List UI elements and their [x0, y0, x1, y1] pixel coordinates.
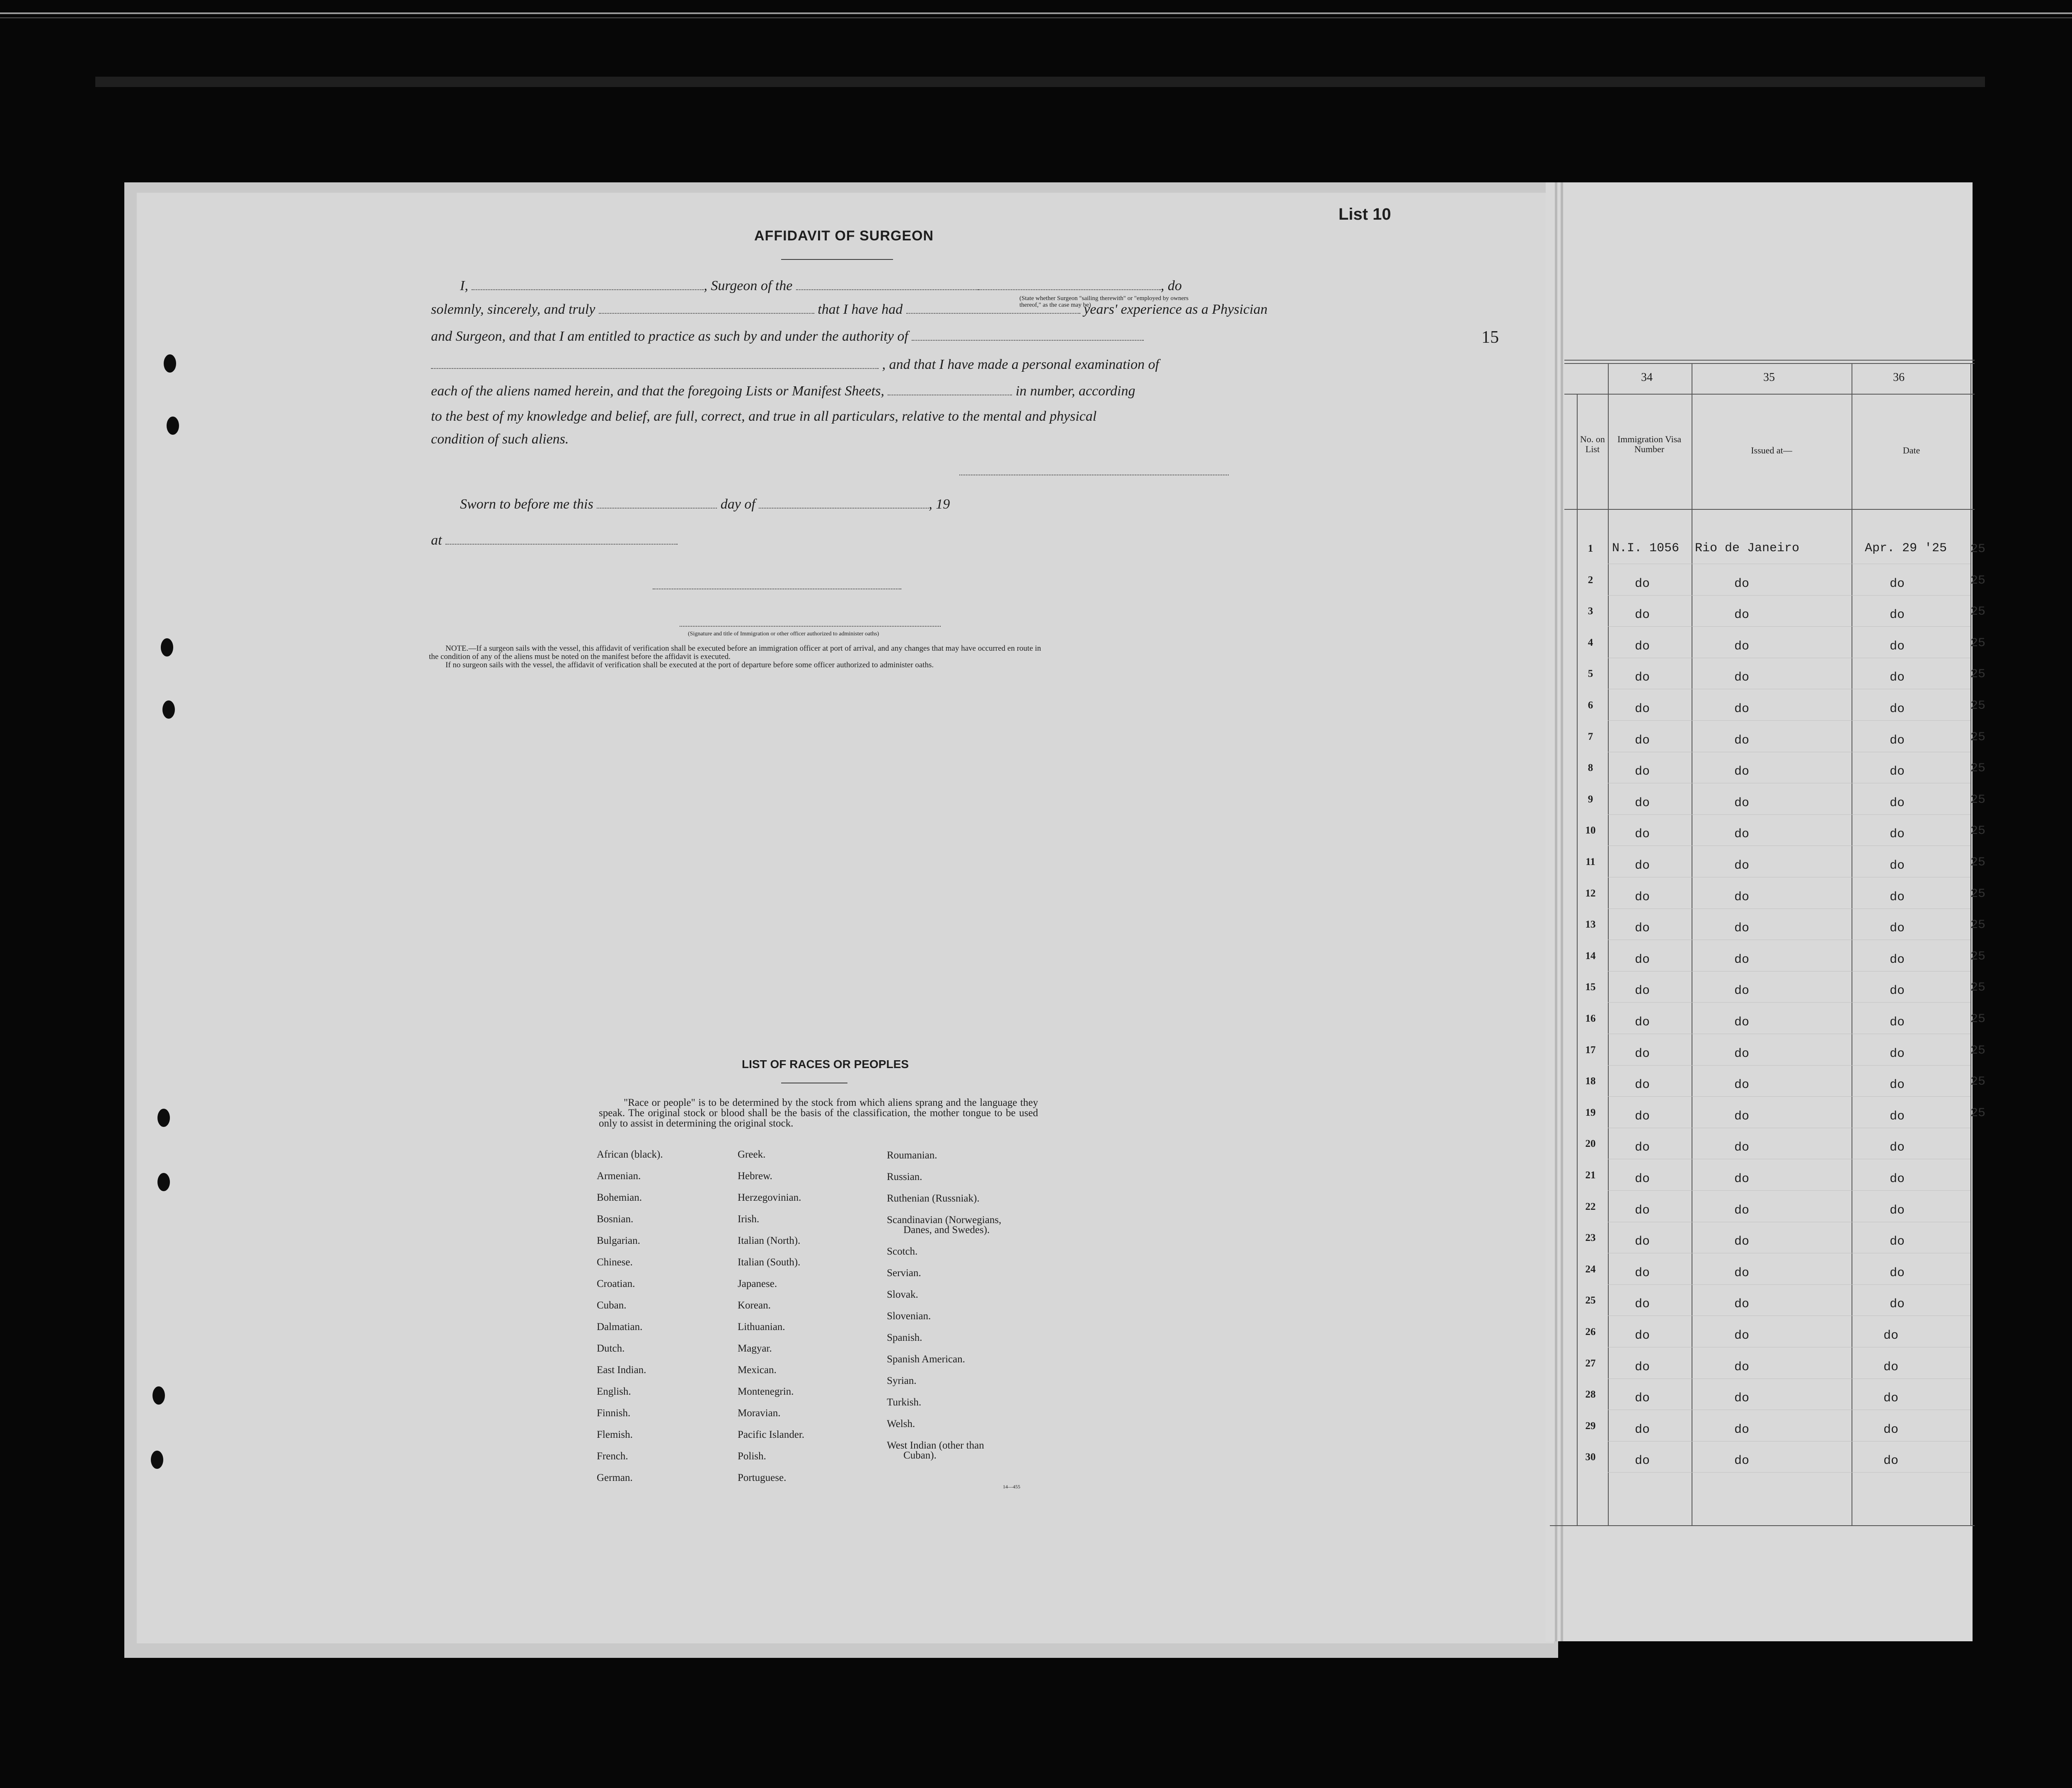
race-entry: Lithuanian.: [738, 1321, 785, 1333]
visa-number-cell: N.I. 1056: [1612, 541, 1680, 555]
table-row-rule: [1608, 720, 1970, 721]
table-row-rule: [1608, 1065, 1970, 1066]
race-entry: West Indian (other than: [887, 1440, 984, 1451]
affidavit-line-6: to the best of my knowledge and belief, are full, correct, and true in all particulars, relative to the mental and physical: [431, 409, 1097, 424]
date-cell: do: [1883, 1329, 1899, 1343]
clipped-year-cell: 25: [1970, 1043, 1986, 1058]
col-number-34: 34: [1641, 371, 1653, 384]
punch-hole: [157, 1109, 170, 1127]
issued-at-cell: do: [1734, 796, 1750, 810]
table-row-number: 3: [1588, 606, 1593, 617]
race-entry: Hebrew.: [738, 1170, 772, 1182]
punch-hole: [151, 1451, 163, 1469]
table-row-number: 21: [1585, 1170, 1596, 1181]
table-row-number: 24: [1585, 1263, 1596, 1275]
date-cell: do: [1890, 859, 1905, 873]
race-entry: Danes, and Swedes).: [903, 1224, 990, 1236]
issued-at-cell: do: [1734, 984, 1750, 998]
race-entry: Spanish American.: [887, 1354, 965, 1365]
race-entry: Slovak.: [887, 1289, 918, 1300]
table-row-number: 20: [1585, 1138, 1596, 1150]
race-entry: Moravian.: [738, 1408, 781, 1419]
date-cell: do: [1890, 765, 1905, 779]
visa-number-cell: do: [1635, 608, 1650, 623]
table-row-rule: [1608, 971, 1970, 972]
note-line-2: the condition of any of the aliens must be noted on the manifest before the affidavit is executed.: [429, 652, 731, 661]
race-entry: Syrian.: [887, 1375, 917, 1386]
note-line-3: If no surgeon sails with the vessel, the affidavit of verification shall be executed at the port of departure before some officer authorized to administer oaths.: [445, 661, 934, 669]
races-intro: "Race or people" is to be determined by the stock from which aliens sprang and the language they speak. The original stock or blood shall be the basis of the classification, the mother tongue to be used only to assist in determining the original stock.: [599, 1097, 1038, 1129]
header-issued-at: Issued at—: [1751, 445, 1792, 455]
race-entry: Dalmatian.: [597, 1321, 643, 1333]
affidavit-line-7: condition of such aliens.: [431, 431, 569, 447]
punch-hole: [167, 417, 179, 435]
table-row-number: 23: [1585, 1232, 1596, 1244]
table-row-number: 2: [1588, 574, 1593, 586]
table-row-number: 13: [1585, 919, 1596, 930]
affidavit-line-4: , and that I have made a personal examination of: [431, 356, 1227, 373]
clipped-year-cell: 25: [1970, 981, 1986, 995]
visa-number-cell: do: [1635, 890, 1650, 904]
issued-at-cell: do: [1734, 1266, 1750, 1280]
issued-at-cell: do: [1734, 577, 1750, 591]
visa-number-cell: do: [1635, 671, 1650, 685]
col-divider: [1608, 363, 1609, 1525]
clipped-year-cell: 25: [1970, 573, 1986, 588]
race-entry: Cuban.: [597, 1300, 627, 1311]
visa-number-cell: do: [1635, 765, 1650, 779]
table-row-number: 5: [1588, 668, 1593, 680]
date-cell: do: [1890, 1109, 1905, 1124]
date-cell: do: [1883, 1454, 1899, 1468]
race-entry: French.: [597, 1451, 628, 1462]
date-cell: do: [1890, 733, 1905, 748]
issued-at-cell: do: [1734, 890, 1750, 904]
race-entry: Bohemian.: [597, 1192, 642, 1203]
issued-at-cell: do: [1734, 1235, 1750, 1249]
date-cell: do: [1883, 1422, 1899, 1437]
date-cell: do: [1890, 1172, 1905, 1186]
visa-number-cell: do: [1635, 577, 1650, 591]
clipped-year-cell: 25: [1970, 636, 1986, 650]
table-bottom-rule: [1550, 1525, 1975, 1526]
race-entry: Pacific Islander.: [738, 1429, 805, 1440]
visa-number-cell: do: [1635, 1235, 1650, 1249]
table-row-number: 22: [1585, 1201, 1596, 1212]
table-row-number: 26: [1585, 1326, 1596, 1337]
date-cell: do: [1890, 671, 1905, 685]
visa-number-cell: do: [1635, 1078, 1650, 1093]
issued-at-cell: do: [1734, 1454, 1750, 1468]
race-entry: English.: [597, 1386, 631, 1397]
date-cell: do: [1890, 1141, 1905, 1155]
race-entry: Montenegrin.: [738, 1386, 794, 1397]
punch-hole: [162, 700, 175, 719]
races-column-3: [887, 1145, 1001, 1466]
visa-number-cell: do: [1635, 1109, 1650, 1124]
date-cell: do: [1890, 1297, 1905, 1312]
visa-number-cell: do: [1635, 733, 1650, 748]
date-cell: do: [1883, 1360, 1899, 1374]
date-cell: do: [1890, 702, 1905, 716]
clipped-year-cell: 25: [1970, 761, 1986, 776]
table-row-number: 4: [1588, 637, 1593, 648]
visa-number-cell: do: [1635, 1422, 1650, 1437]
date-cell: do: [1890, 890, 1905, 904]
race-entry: Servian.: [887, 1267, 921, 1279]
date-cell: do: [1883, 1391, 1899, 1406]
issued-at-cell: do: [1734, 765, 1750, 779]
races-title: LIST OF RACES OR PEOPLES: [742, 1058, 909, 1071]
table-row-rule: [1608, 1284, 1970, 1285]
header-bottom-rule: [1564, 509, 1975, 510]
table-row-number: 1: [1588, 543, 1593, 554]
date-cell: Apr. 29 '25: [1865, 541, 1947, 555]
date-cell: do: [1890, 1015, 1905, 1030]
clipped-year-cell: 25: [1970, 887, 1986, 901]
race-entry: Portuguese.: [738, 1472, 787, 1483]
race-entry: Turkish.: [887, 1397, 922, 1408]
race-entry: Croatian.: [597, 1278, 635, 1289]
clipped-year-cell: 25: [1970, 855, 1986, 870]
page-edge: [1561, 182, 1563, 1641]
visa-number-cell: do: [1635, 639, 1650, 654]
issued-at-cell: do: [1734, 827, 1750, 842]
race-entry: Herzegovinian.: [738, 1192, 801, 1203]
punch-hole: [164, 354, 176, 373]
race-entry: African (black).: [597, 1149, 663, 1160]
date-cell: do: [1890, 827, 1905, 842]
punch-hole: [152, 1386, 165, 1405]
header-visa-number: Immigration Visa Number: [1617, 434, 1682, 454]
issued-at-cell: Rio de Janeiro: [1695, 541, 1800, 555]
table-top-rule: [1564, 360, 1975, 361]
date-cell: do: [1890, 1266, 1905, 1280]
race-entry: Spanish.: [887, 1332, 922, 1343]
issued-at-cell: do: [1734, 921, 1750, 936]
race-entry: Scandinavian (Norwegians,: [887, 1214, 1002, 1226]
visa-number-cell: do: [1635, 1391, 1650, 1406]
race-entry: Bulgarian.: [597, 1235, 640, 1246]
table-row-rule: [1608, 1472, 1970, 1473]
clipped-year-cell: 25: [1970, 792, 1986, 807]
list-label: List 10: [1339, 205, 1391, 223]
table-row-number: 17: [1585, 1044, 1596, 1056]
page-edge: [1555, 182, 1557, 1641]
visa-number-cell: do: [1635, 1329, 1650, 1343]
table-row-number: 25: [1585, 1295, 1596, 1306]
issued-at-cell: do: [1734, 1203, 1750, 1218]
clipped-year-cell: 25: [1970, 1012, 1986, 1026]
race-entry: Ruthenian (Russniak).: [887, 1193, 980, 1204]
scan-frame-top-inner: [0, 17, 2072, 18]
table-row-rule: [1608, 1096, 1970, 1097]
affidavit-line-1: I, , Surgeon of the , do: [460, 277, 1256, 294]
race-entry: Bosnian.: [597, 1214, 634, 1225]
issued-at-cell: do: [1734, 702, 1750, 716]
affidavit-title: AFFIDAVIT OF SURGEON: [754, 228, 934, 244]
issued-at-cell: do: [1734, 1015, 1750, 1030]
race-entry: Finnish.: [597, 1408, 631, 1419]
table-row-number: 10: [1585, 825, 1596, 836]
visa-number-cell: do: [1635, 921, 1650, 936]
race-entry: Armenian.: [597, 1170, 641, 1182]
clipped-year-cell: 25: [1970, 542, 1986, 556]
race-entry: Flemish.: [597, 1429, 633, 1440]
issued-at-cell: do: [1734, 1422, 1750, 1437]
date-cell: do: [1890, 1047, 1905, 1061]
table-row-number: 16: [1585, 1013, 1596, 1024]
date-cell: do: [1890, 1203, 1905, 1218]
race-entry: Italian (South).: [738, 1257, 801, 1268]
race-entry: Magyar.: [738, 1343, 772, 1354]
scan-frame-top: [0, 12, 2072, 14]
clipped-year-cell: 25: [1970, 1106, 1986, 1120]
race-entry: Greek.: [738, 1149, 766, 1160]
visa-number-cell: do: [1635, 796, 1650, 810]
visa-number-cell: do: [1635, 1266, 1650, 1280]
table-row-rule: [1608, 1441, 1970, 1442]
table-row-rule: [1608, 626, 1970, 627]
affidavit-line-2: solemnly, sincerely, and truly that I have had years' experience as a Physician: [431, 300, 1227, 318]
punch-hole: [161, 638, 173, 657]
surgeon-status-note: (State whether Surgeon "sailing therewith" or "employed by owners thereof," as the case may be): [1019, 295, 1189, 308]
table-row-rule: [1608, 814, 1970, 815]
visa-number-cell: do: [1635, 1015, 1650, 1030]
date-cell: do: [1890, 577, 1905, 591]
visa-number-cell: do: [1635, 1360, 1650, 1374]
visa-number-cell: do: [1635, 1047, 1650, 1061]
race-entry: Chinese.: [597, 1257, 633, 1268]
race-entry: German.: [597, 1472, 633, 1483]
visa-number-cell: do: [1635, 1454, 1650, 1468]
issued-at-cell: do: [1734, 1329, 1750, 1343]
date-cell: do: [1890, 1078, 1905, 1093]
title-underline: [781, 259, 893, 260]
affidavit-line-5: each of the aliens named herein, and that the foregoing Lists or Manifest Sheets, in number, according: [431, 382, 1227, 400]
issued-at-cell: do: [1734, 671, 1750, 685]
race-entry: Irish.: [738, 1214, 760, 1225]
clipped-year-cell: 25: [1970, 949, 1986, 964]
col-divider: [1970, 363, 1971, 1525]
sworn-line: Sworn to before me this day of , 19: [460, 495, 1256, 513]
clipped-year-cell: 25: [1970, 824, 1986, 838]
officer-title-line: [680, 626, 941, 627]
races-column-2: [738, 1144, 804, 1489]
clipped-year-cell: 25: [1970, 667, 1986, 682]
issued-at-cell: do: [1734, 1360, 1750, 1374]
header-date: Date: [1903, 445, 1920, 455]
race-entry: Italian (North).: [738, 1235, 801, 1246]
table-row-number: 19: [1585, 1107, 1596, 1118]
date-cell: do: [1890, 796, 1905, 810]
visa-number-cell: do: [1635, 1203, 1650, 1218]
race-entry: Russian.: [887, 1171, 922, 1182]
table-row-rule: [1608, 1002, 1970, 1003]
table-row-number: 9: [1588, 793, 1593, 805]
clipped-year-cell: 25: [1970, 1075, 1986, 1089]
issued-at-cell: do: [1734, 639, 1750, 654]
race-entry: Dutch.: [597, 1343, 625, 1354]
table-row-number: 29: [1585, 1420, 1596, 1432]
table-row-rule: [1608, 595, 1970, 596]
table-row-number: 14: [1585, 950, 1596, 962]
date-cell: do: [1890, 921, 1905, 936]
header-no-on-list: No. on List: [1580, 434, 1605, 454]
scan-edge-top: [95, 77, 1985, 87]
table-row-rule: [1608, 1190, 1970, 1191]
table-row-number: 28: [1585, 1389, 1596, 1400]
table-row-number: 12: [1585, 887, 1596, 899]
race-entry: Korean.: [738, 1300, 771, 1311]
table-row-number: 7: [1588, 731, 1593, 742]
affidavit-line-3: and Surgeon, and that I am entitled to practice as such by and under the authority of: [431, 327, 1227, 345]
issued-at-cell: do: [1734, 1109, 1750, 1124]
sheet-number: 15: [1481, 328, 1499, 347]
at-line: at: [431, 531, 1227, 549]
date-cell: do: [1890, 952, 1905, 967]
table-row-number: 11: [1585, 856, 1595, 867]
officer-signature-caption: (Signature and title of Immigration or other officer authorized to administer oaths): [688, 631, 879, 637]
table-row-number: 18: [1585, 1076, 1596, 1087]
date-cell: do: [1890, 639, 1905, 654]
race-entry: Polish.: [738, 1451, 766, 1462]
race-entry: East Indian.: [597, 1364, 646, 1376]
visa-table-page: [1546, 182, 1973, 1641]
table-row-number: 30: [1585, 1451, 1596, 1463]
table-row-number: 15: [1585, 981, 1596, 993]
table-row-number: 8: [1588, 762, 1593, 774]
table-row-number: 6: [1588, 700, 1593, 711]
visa-number-cell: do: [1635, 984, 1650, 998]
issued-at-cell: do: [1734, 1141, 1750, 1155]
visa-number-cell: do: [1635, 859, 1650, 873]
issued-at-cell: do: [1734, 1047, 1750, 1061]
col-number-35: 35: [1763, 371, 1775, 384]
issued-at-cell: do: [1734, 1078, 1750, 1093]
race-entry: Welsh.: [887, 1418, 915, 1429]
issued-at-cell: do: [1734, 952, 1750, 967]
races-column-1: [597, 1144, 663, 1489]
clipped-year-cell: 25: [1970, 605, 1986, 619]
visa-number-cell: do: [1635, 1172, 1650, 1186]
date-cell: do: [1890, 984, 1905, 998]
issued-at-cell: do: [1734, 859, 1750, 873]
form-number: 14—455: [1003, 1484, 1020, 1490]
issued-at-cell: do: [1734, 608, 1750, 623]
clipped-year-cell: 25: [1970, 730, 1986, 744]
date-cell: do: [1890, 1235, 1905, 1249]
race-entry: Slovenian.: [887, 1311, 931, 1322]
race-entry: Japanese.: [738, 1278, 777, 1289]
visa-number-cell: do: [1635, 952, 1650, 967]
race-entry: Mexican.: [738, 1364, 777, 1376]
issued-at-cell: do: [1734, 733, 1750, 748]
clipped-year-cell: 25: [1970, 918, 1986, 933]
col-number-rule: [1564, 394, 1975, 395]
note-line-1: NOTE.—If a surgeon sails with the vessel, this affidavit of verification shall be executed before an immigration officer at port of arrival, and any changes that may have occurred en route in: [445, 644, 1041, 653]
visa-number-cell: do: [1635, 1297, 1650, 1312]
issued-at-cell: do: [1734, 1391, 1750, 1406]
race-entry: Roumanian.: [887, 1150, 937, 1161]
visa-number-cell: do: [1635, 827, 1650, 842]
col-number-36: 36: [1893, 371, 1905, 384]
date-cell: do: [1890, 608, 1905, 623]
visa-number-cell: do: [1635, 1141, 1650, 1155]
race-entry: Scotch.: [887, 1246, 918, 1257]
issued-at-cell: do: [1734, 1172, 1750, 1186]
affidavit-note: [429, 644, 1229, 669]
clipped-year-cell: 25: [1970, 699, 1986, 713]
table-row-number: 27: [1585, 1357, 1596, 1369]
race-entry: Cuban).: [903, 1450, 937, 1461]
visa-number-cell: do: [1635, 702, 1650, 716]
col-divider: [1577, 394, 1578, 1525]
table-top-rule-2: [1564, 363, 1975, 364]
issued-at-cell: do: [1734, 1297, 1750, 1312]
punch-hole: [157, 1173, 170, 1191]
